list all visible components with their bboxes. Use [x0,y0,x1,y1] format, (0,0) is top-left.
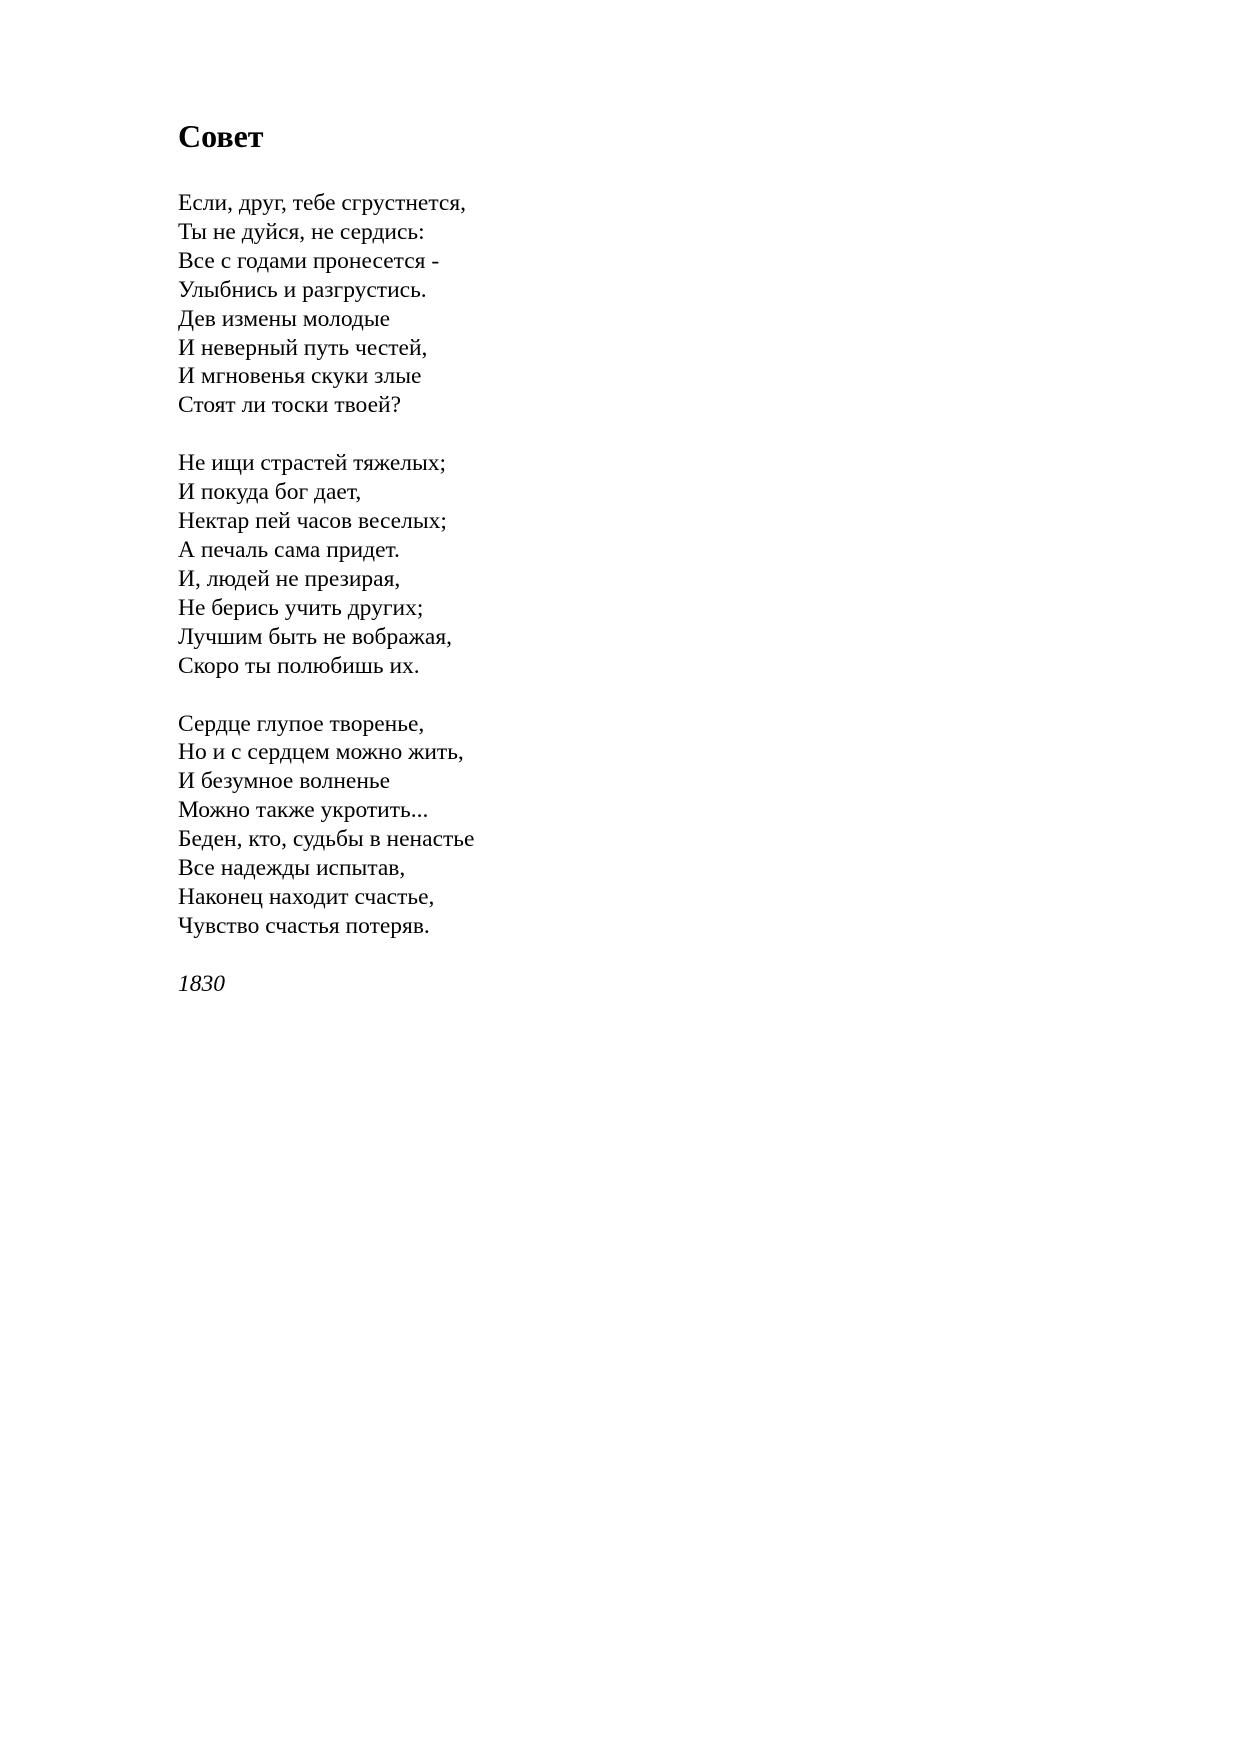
stanza-1 [178,189,878,420]
poem-title: Совет [178,118,264,154]
poem-line: И, людей не презирая, [178,565,401,592]
poem-line: Сердце глупое творенье, [178,710,425,737]
poem-line: Все с годами пронесется - [178,247,440,274]
poem-line: Ты не дуйся, не сердись: [178,218,425,245]
poem-line: Лучшим быть не вображая, [178,623,453,650]
poem-line: Дев измены молодые [178,305,391,332]
poem-line: И мгновенья скуки злые [178,363,422,390]
poem [178,116,878,999]
poem-line: Стоят ли тоски твоей? [178,392,402,419]
poem-line: Нектар пей часов веселых; [178,508,447,535]
poem-line: Не берись учить других; [178,594,424,621]
poem-line: Можно также укротить... [178,797,429,824]
poem-line: Если, друг, тебе сгрустнется, [178,190,467,216]
poem-line: Все надежды испытав, [178,855,406,882]
poem-line: И безумное волненье [178,768,391,795]
poem-line: И неверный путь честей, [178,334,428,361]
poem-line: Скоро ты полюбишь их. [178,652,420,679]
stanza-3 [178,710,878,941]
poem-line: Беден, кто, судьбы в ненастье [178,826,475,853]
poem-line: Улыбнись и разгрустись. [178,276,427,303]
poem-line: Наконец находит счастье, [178,883,435,910]
poem-line: Не ищи страстей тяжелых; [178,450,447,477]
poem-line: Но и с сердцем можно жить, [178,739,464,766]
poem-line: Чувство счастья потеряв. [178,912,430,939]
poem-year: 1830 [178,970,225,997]
stanza-2 [178,449,878,680]
poem-line: А печаль сама придет. [178,536,400,563]
poem-line: И покуда бог дает, [178,479,362,506]
